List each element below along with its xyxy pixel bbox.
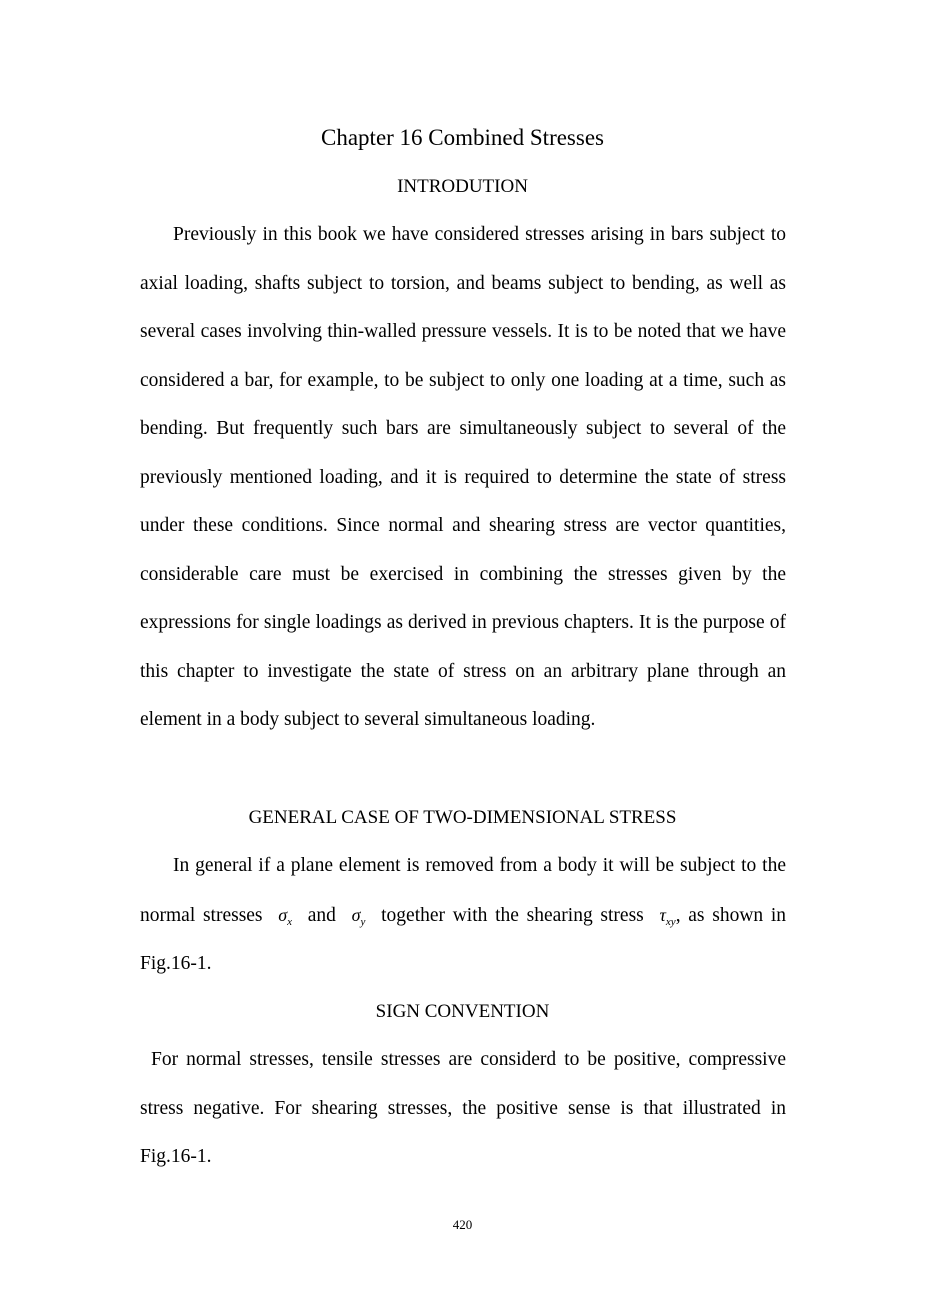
sign-convention-paragraph: For normal stresses, tensile stresses are considerd to be positive, compressive stress negative. For shearing stresses, the positive sense is that illustrated in Fig.16-1. <box>140 1049 786 1167</box>
chapter-title: Chapter 16 Combined Stresses <box>321 125 604 150</box>
sigma-x-symbol <box>278 904 293 928</box>
introduction-paragraph: Previously in this book we have considered stresses arising in bars subject to axial loading, shafts subject to torsion, and beams subject to bending, as well as several cases involving thin-walled pressure vessels. It is to be noted that we have considered a bar, for example, to be subject to only one loading at a time, such as bending. But frequently such bars are simultaneously subject to several of the previously mentioned loading, and it is required to determine the state of stress under these conditions. Since normal and shearing stress are vector quantities, considerable care must be exercised in combining the stresses given by the expressions for single loadings as derived in previous chapters. It is the purpose of this chapter to investigate the state of stress on an arbitrary plane through an element in a body subject to several simultaneous loading. <box>140 224 786 730</box>
section-heading-introduction: INTRODUTION <box>397 176 528 197</box>
subscript-x: x <box>287 915 293 928</box>
sigma-y-symbol <box>351 904 366 928</box>
sigma-glyph: σ <box>351 904 361 925</box>
tau-glyph: τ <box>659 904 666 925</box>
subscript-xy: xy <box>665 915 676 928</box>
subscript-y: y <box>360 915 366 928</box>
section-heading-sign-convention: SIGN CONVENTION <box>375 1001 550 1022</box>
general-text-and: and <box>307 904 336 926</box>
sigma-glyph: σ <box>278 904 288 925</box>
section-heading-general-case: GENERAL CASE OF TWO-DIMENSIONAL STRESS <box>248 807 677 828</box>
tau-xy-symbol <box>659 904 676 928</box>
general-text-2: together with the shearing stress <box>381 904 644 926</box>
general-text-3: , as shown in Fig.16-1. <box>140 904 787 974</box>
general-case-paragraph <box>140 842 786 989</box>
general-text-1: In general if a plane element is removed from a body it will be subject to the normal stresses <box>140 855 786 926</box>
page-number: 420 <box>452 1217 473 1232</box>
